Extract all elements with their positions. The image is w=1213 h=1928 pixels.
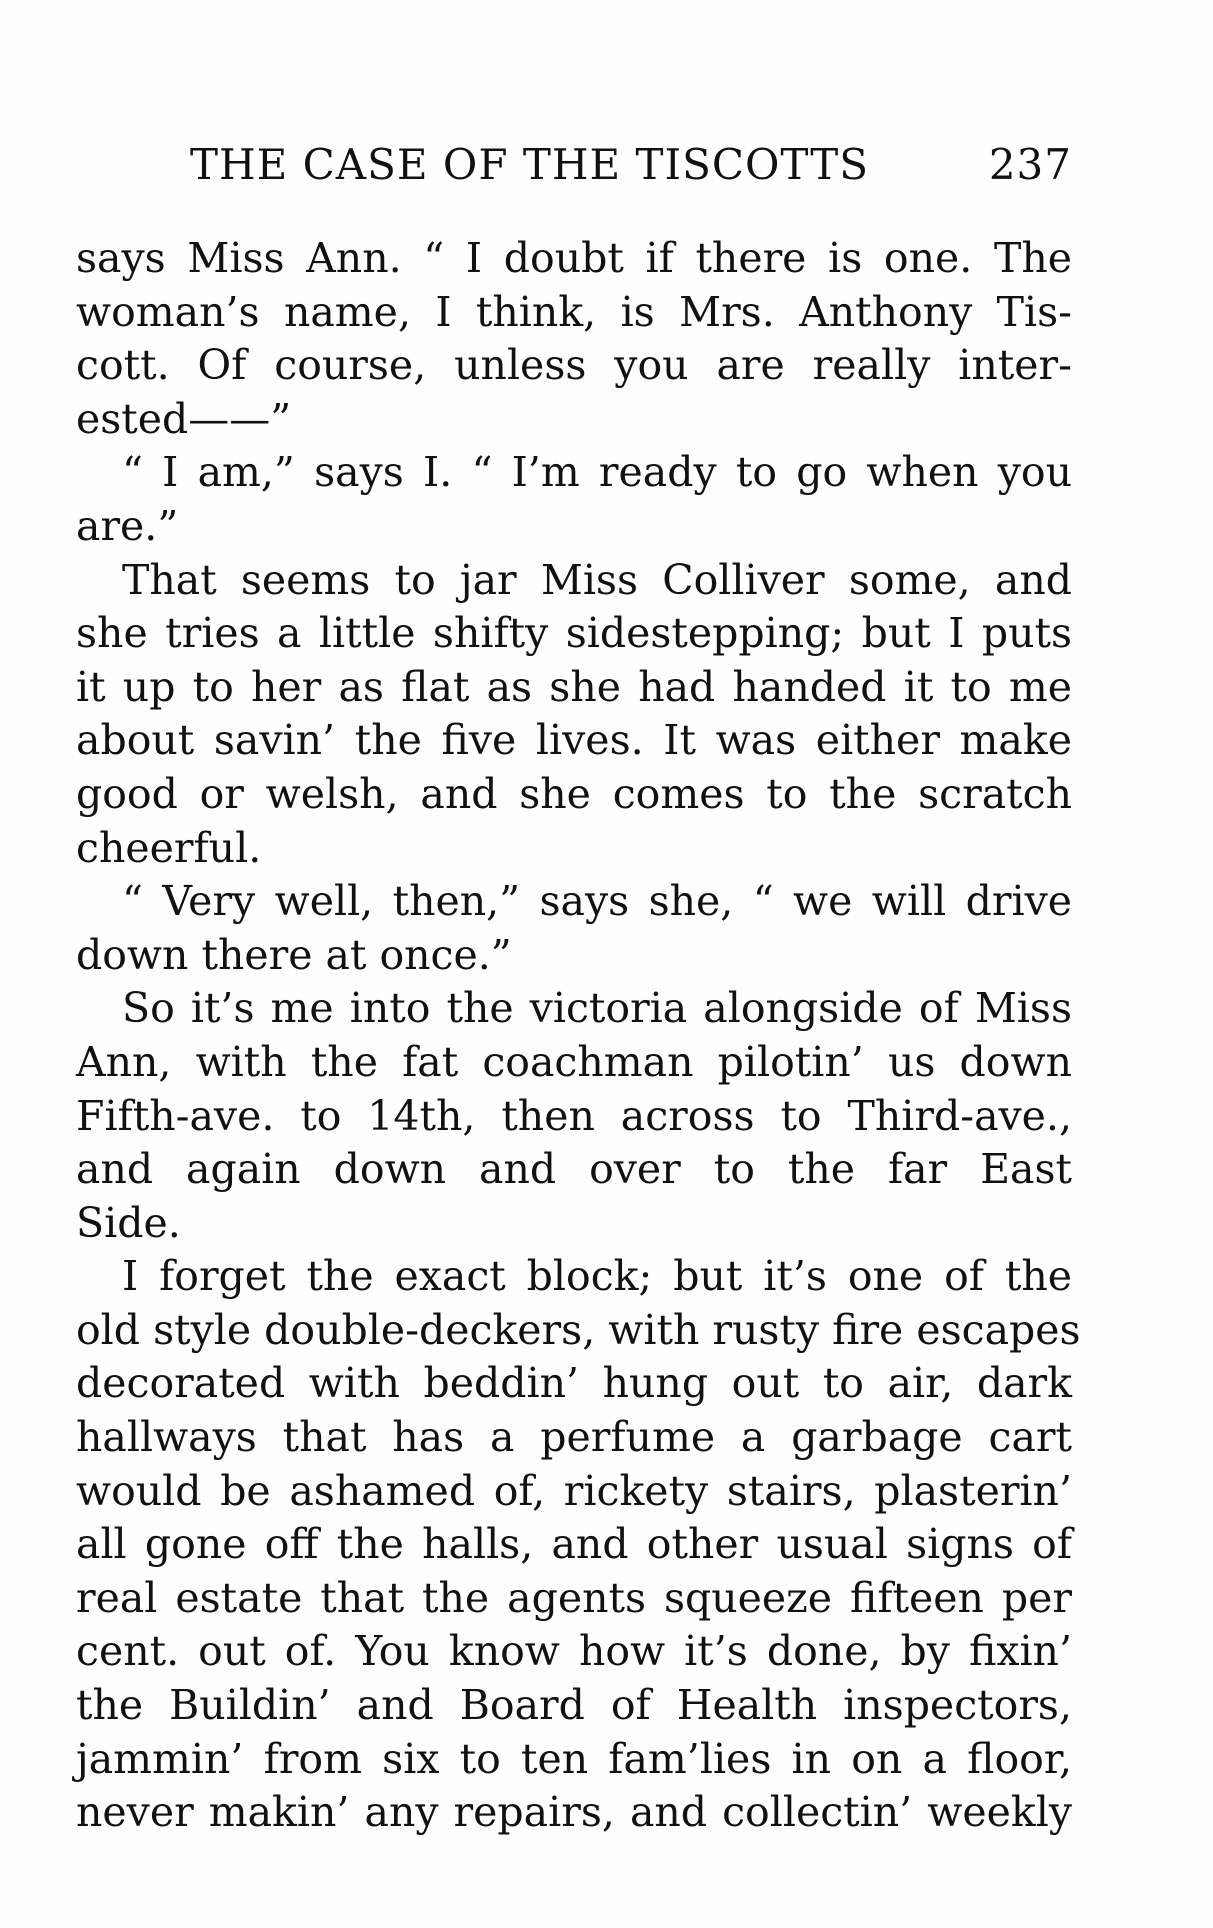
text-line: it up to her as flat as she had handed it to me (76, 662, 1072, 711)
text-line: So it’s me into the victoria alongside of Miss (122, 984, 1072, 1033)
text-line: good or welsh, and she comes to the scratch (76, 769, 1072, 818)
text-line: “ Very well, then,” says she, “ we will drive (122, 877, 1072, 926)
text-line: hallways that has a perfume a garbage cart (76, 1413, 1072, 1462)
text-line: ested——” (76, 394, 292, 443)
page-number: 237 (988, 140, 1072, 189)
text-line: “ I am,” says I. “ I’m ready to go when you (122, 448, 1072, 497)
text-line: Fifth-ave. to 14th, then across to Third-ave., (76, 1091, 1072, 1140)
text-line: Ann, with the fat coachman pilotin’ us down (76, 1037, 1072, 1086)
text-line: all gone off the halls, and other usual signs of (76, 1520, 1072, 1569)
text-line: old style double-deckers, with rusty fire escapes (76, 1305, 1081, 1354)
text-line: she tries a little shifty sidestepping; but I puts (76, 609, 1072, 658)
text-line: says Miss Ann. “ I doubt if there is one. The (76, 234, 1072, 282)
text-line: never makin’ any repairs, and collectin’ weekly (76, 1788, 1072, 1837)
text-line: real estate that the agents squeeze fifteen per (76, 1573, 1072, 1622)
text-line: down there at once.” (76, 930, 512, 979)
text-line: decorated with beddin’ hung out to air, dark (76, 1359, 1072, 1408)
text-line: and again down and over to the far East (76, 1145, 1072, 1194)
text-line: are.” (76, 501, 179, 550)
text-line: cheerful. (76, 823, 262, 872)
text-line: jammin’ from six to ten fam’lies in on a floor, (76, 1734, 1072, 1783)
text-line: about savin’ the five lives. It was either make (76, 716, 1072, 765)
text-line: cott. Of course, unless you are really inter- (76, 341, 1072, 390)
text-line: I forget the exact block; but it’s one of the (122, 1252, 1072, 1301)
text-line: would be ashamed of, rickety stairs, plasterin’ (76, 1466, 1072, 1515)
text-line: cent. out of. You know how it’s done, by fixin’ (76, 1627, 1072, 1676)
text-line: That seems to jar Miss Colliver some, and (122, 555, 1072, 604)
text-line: Side. (76, 1198, 181, 1247)
body-text (76, 232, 1081, 1840)
text-line: woman’s name, I think, is Mrs. Anthony Tis- (76, 287, 1072, 336)
text-line: the Buildin’ and Board of Health inspectors, (76, 1681, 1072, 1730)
chapter-title: THE CASE OF THE TISCOTTS (190, 140, 869, 189)
running-header (190, 140, 1072, 200)
